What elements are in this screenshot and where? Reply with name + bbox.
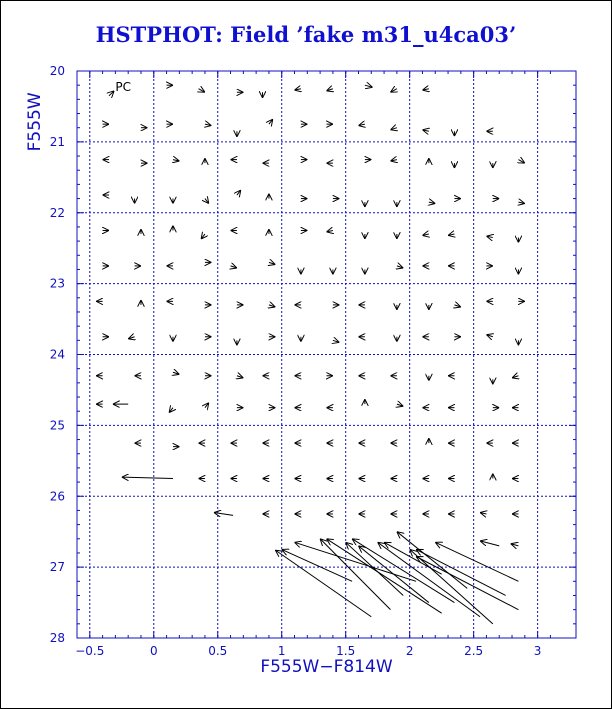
panel-label: PC bbox=[115, 79, 132, 94]
displacement-vector bbox=[422, 234, 428, 235]
axis-ticks bbox=[50, 64, 576, 658]
displacement-vector bbox=[422, 130, 428, 131]
displacement-vector bbox=[518, 160, 524, 164]
displacement-vector bbox=[422, 89, 428, 90]
displacement-vector bbox=[358, 124, 364, 125]
y-tick-label: 27 bbox=[49, 560, 65, 575]
displacement-vector bbox=[480, 513, 486, 514]
displacement-vector bbox=[397, 404, 403, 406]
displacement-vector bbox=[205, 403, 209, 408]
x-axis-label: F555W−F814W bbox=[260, 657, 393, 677]
displacement-vector bbox=[390, 160, 396, 161]
displacement-vector bbox=[269, 305, 275, 307]
displacement-vector bbox=[269, 262, 275, 264]
displacement-vector bbox=[448, 234, 454, 235]
displacement-vector bbox=[511, 544, 519, 546]
y-tick-label: 25 bbox=[49, 418, 65, 433]
displacement-vector bbox=[275, 550, 371, 617]
y-tick-label: 26 bbox=[49, 489, 65, 504]
x-tick-label: 0 bbox=[149, 644, 158, 658]
displacement-vector bbox=[295, 542, 417, 581]
displacement-vector bbox=[269, 119, 273, 124]
x-tick-label: 1.5 bbox=[336, 644, 356, 658]
y-tick-label: 20 bbox=[49, 64, 65, 78]
displacement-vector bbox=[333, 340, 339, 342]
y-axis-label: F555W bbox=[25, 92, 45, 152]
displacement-vector bbox=[480, 541, 499, 546]
displacement-vector bbox=[390, 128, 396, 130]
displacement-vector bbox=[454, 305, 460, 307]
displacement-vector bbox=[512, 376, 518, 378]
displacement-vector bbox=[429, 202, 435, 203]
displacement-vector bbox=[486, 236, 492, 237]
displacement-vector bbox=[282, 549, 352, 581]
displacement-vector bbox=[416, 556, 518, 609]
displacement-vector bbox=[346, 542, 404, 595]
displacement-vector bbox=[173, 372, 179, 374]
displacement-vector bbox=[295, 89, 301, 90]
x-tick-label: 0.5 bbox=[208, 644, 228, 658]
y-tick-label: 28 bbox=[49, 631, 65, 645]
displacement-vector bbox=[352, 539, 454, 603]
x-tick-label: 2.5 bbox=[464, 644, 484, 658]
displacement-vector bbox=[109, 91, 114, 96]
displacement-vector bbox=[327, 89, 333, 91]
y-tick-label: 23 bbox=[49, 276, 65, 291]
displacement-vector bbox=[378, 542, 480, 616]
displacement-vector bbox=[518, 202, 524, 203]
displacement-vector bbox=[410, 549, 493, 623]
displacement-vector bbox=[128, 337, 134, 339]
displacement-vector bbox=[327, 230, 333, 231]
displacement-vector bbox=[205, 124, 211, 125]
x-tick-label: −0.5 bbox=[75, 644, 105, 658]
displacement-vector bbox=[237, 376, 243, 378]
displacement-vector bbox=[173, 160, 179, 161]
displacement-vector bbox=[435, 542, 518, 581]
displacement-vector bbox=[397, 266, 403, 268]
displacement-vector bbox=[365, 85, 373, 87]
y-tick-label: 21 bbox=[49, 134, 65, 149]
displacement-vector bbox=[237, 190, 241, 195]
displacement-vector bbox=[205, 199, 209, 204]
displacement-vector bbox=[416, 549, 506, 595]
x-tick-label: 3 bbox=[533, 644, 542, 658]
displacement-vector bbox=[486, 335, 492, 337]
displacement-vector bbox=[397, 532, 467, 589]
displacement-vector bbox=[122, 477, 173, 478]
y-tick-label: 24 bbox=[49, 347, 65, 362]
displacement-vector bbox=[199, 89, 205, 93]
displacement-vector bbox=[390, 89, 396, 93]
displacement-vector bbox=[214, 513, 233, 516]
displacement-vector bbox=[201, 234, 205, 239]
x-tick-label: 1 bbox=[277, 644, 286, 658]
displacement-vector bbox=[231, 266, 237, 268]
x-tick-label: 2 bbox=[405, 644, 414, 658]
y-tick-label: 22 bbox=[49, 205, 65, 220]
displacement-vector bbox=[169, 408, 173, 413]
chart-title: HSTPHOT: Field ’fake m31_u4ca03’ bbox=[95, 22, 517, 47]
